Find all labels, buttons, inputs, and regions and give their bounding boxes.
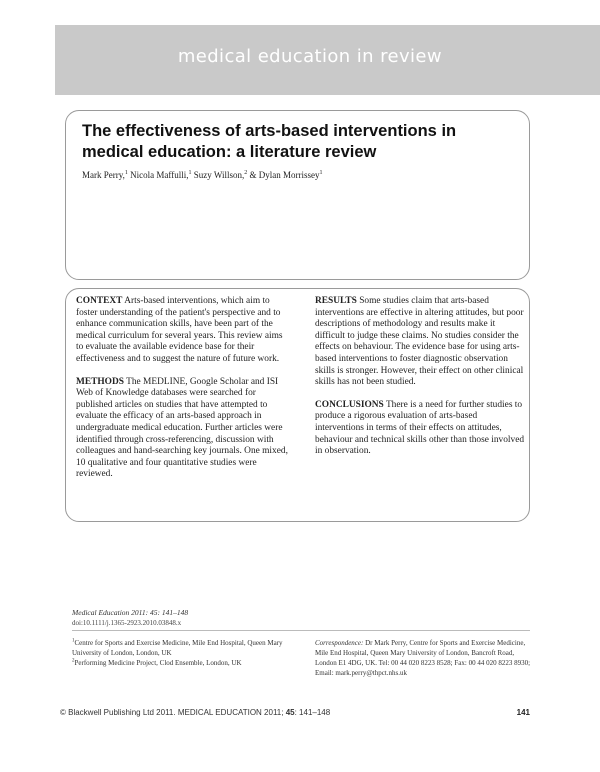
copyright-text: © Blackwell Publishing Ltd 2011. MEDICAL EDUCATION 2011;	[60, 708, 284, 717]
results-heading: RESULTS	[315, 296, 357, 306]
abstract-right-column	[315, 296, 527, 469]
affiliation-mark: 1	[72, 638, 75, 644]
page-number: 141	[516, 708, 530, 717]
journal-reference: Medical Education 2011: 45: 141–148	[72, 608, 189, 617]
context-text: Arts-based interventions, which aim to foster understanding of the patient's perspective and to enhance communication skills, have been part of the medical curriculum for several years. This review aims to evaluate the available evidence base for their effectiveness and to suggest the nature of future work.	[76, 296, 283, 364]
correspondence-text: Dr Mark Perry, Centre for Sports and Exercise Medicine, Mile End Hospital, Queen Mary University of London, Bancroft Road, London E1 4DG, UK. Tel: 00 44 020 8223 8528; Fax: 00 44 020 8223 8930; Email: mark.perry@thpct.nhs.uk	[315, 639, 531, 677]
page-footer-copyright	[60, 708, 330, 717]
affiliation-text: Performing Medicine Project, Clod Ensemble, London, UK	[74, 659, 242, 667]
author-affiliation-mark: 1	[319, 170, 323, 176]
author-affiliation-mark: 1	[124, 170, 128, 176]
author-name: Mark Perry,	[82, 170, 125, 180]
abstract-left-column	[76, 296, 288, 492]
page-range: : 141–148	[294, 708, 331, 717]
abstract-context	[76, 296, 288, 366]
affiliation-item	[72, 658, 302, 668]
author-name: Nicola Maffulli,	[130, 170, 189, 180]
footnote-divider	[72, 630, 530, 631]
section-banner-title: medical education in review	[177, 46, 442, 67]
context-heading: CONTEXT	[76, 296, 123, 306]
affiliation-item	[72, 638, 302, 658]
author-name: & Dylan Morrissey	[249, 170, 320, 180]
volume-number: 45	[285, 708, 295, 717]
affiliation-text: Centre for Sports and Exercise Medicine, Mile End Hospital, Queen Mary University of London, London, UK	[72, 639, 283, 657]
abstract-results	[315, 296, 527, 389]
doi[interactable]: doi:10.1111/j.1365-2923.2010.03848.x	[72, 619, 182, 627]
author-affiliation-mark: 1	[188, 170, 192, 176]
abstract-methods	[76, 377, 288, 481]
author-list	[82, 170, 512, 180]
conclusions-heading: CONCLUSIONS	[315, 399, 384, 410]
correspondence	[315, 638, 533, 678]
methods-heading: METHODS	[76, 376, 124, 387]
author-name: Suzy Willson,	[193, 170, 245, 180]
affiliations	[72, 638, 302, 668]
methods-text: The MEDLINE, Google Scholar and ISI Web of Knowledge databases were searched for published articles on studies that have attempted to evaluate the efficacy of an arts-based approach in undergraduate medical education. Further articles were identified through cross-referencing, discussion with colleagues and hand-searching key journals. One mixed, 10 qualitative and four quantitative studies were reviewed.	[76, 376, 288, 480]
author-affiliation-mark: 2	[244, 170, 248, 176]
conclusions-text: There is a need for further studies to produce a rigorous evaluation of arts-based interventions in terms of their effects on attitudes, behaviour and technical skills other than those involved in observation.	[315, 399, 525, 457]
affiliation-mark: 2	[72, 658, 75, 664]
article-title: The effectiveness of arts-based interventions in medical education: a literature review	[82, 122, 457, 161]
correspondence-label: Correspondence:	[315, 639, 364, 647]
results-text: Some studies claim that arts-based interventions are effective in altering attitudes, but poor descriptions of methodology and results make it difficult to judge these claims. No studies consider the effects on behaviour. The evidence base for using arts-based interventions to foster diagnostic observation skills is stronger. However, their effect on other clinical skills has not been studied.	[315, 296, 524, 388]
abstract-conclusions	[315, 400, 527, 458]
